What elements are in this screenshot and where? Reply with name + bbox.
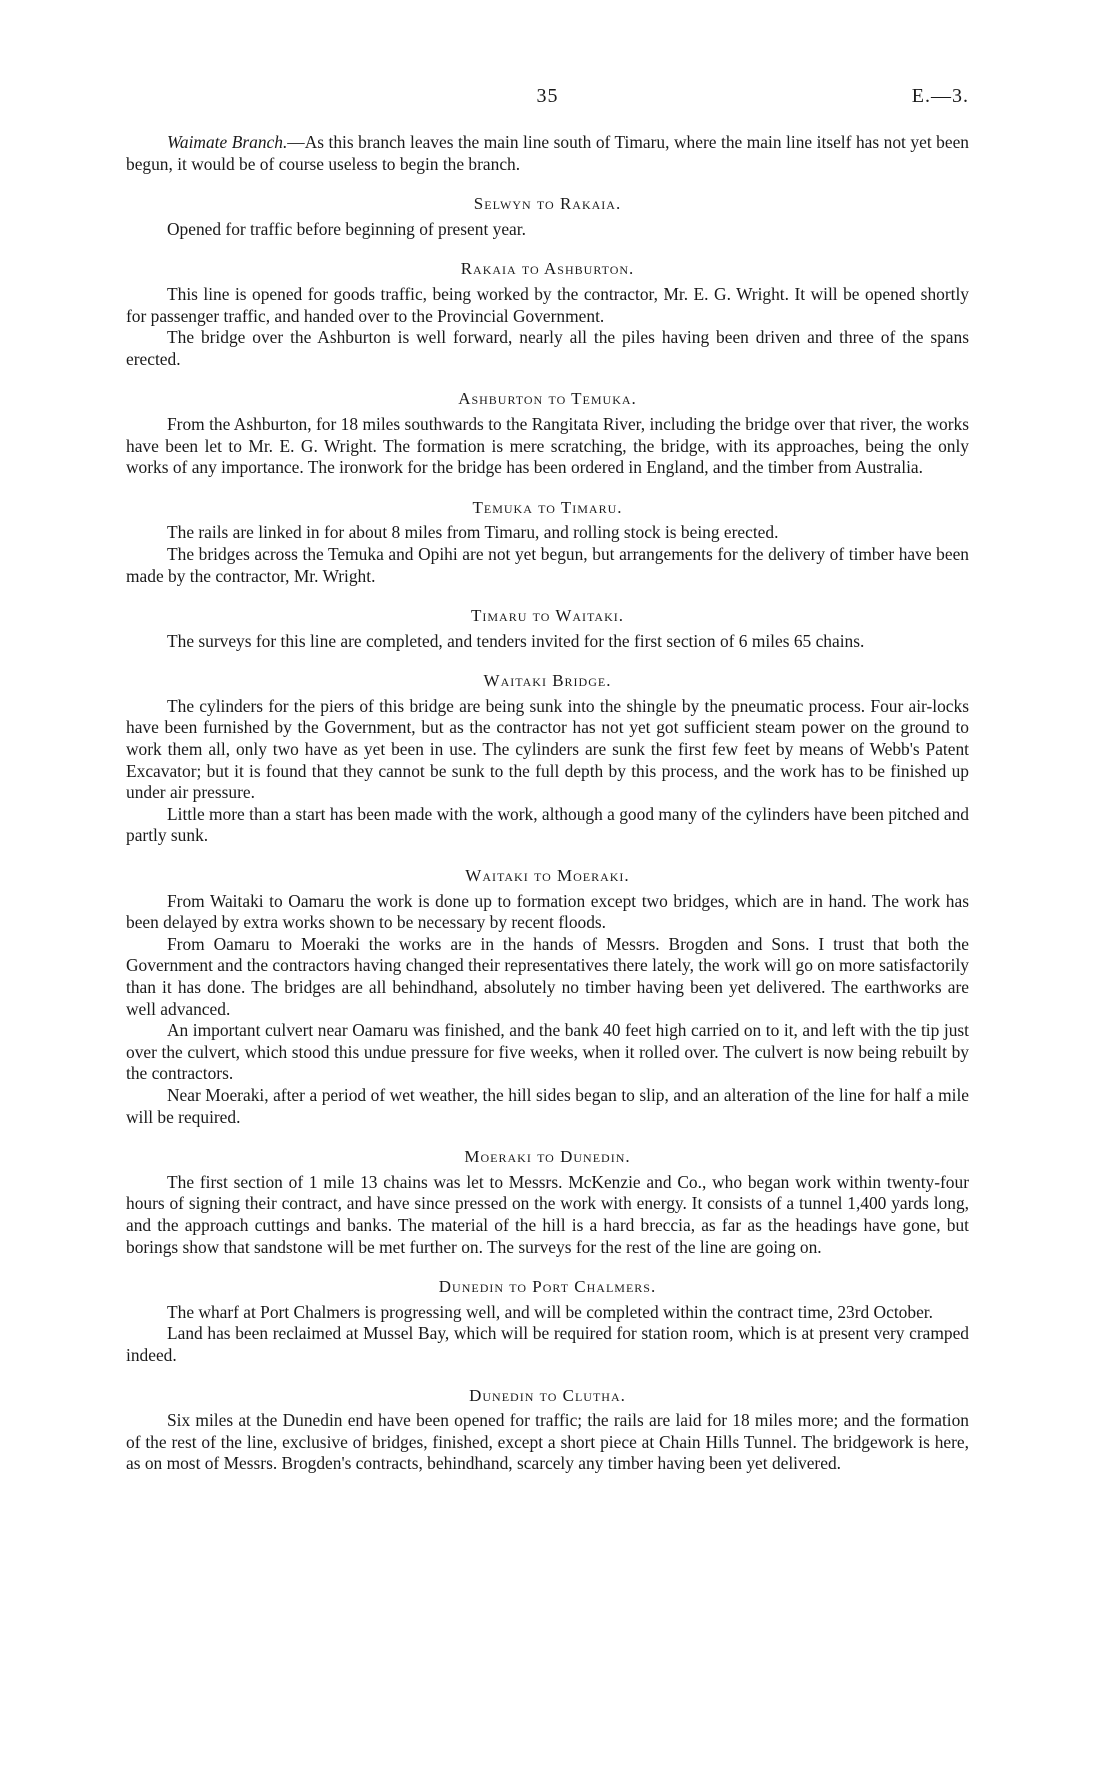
section-heading: Temuka to Timaru. bbox=[472, 497, 623, 517]
page-number: 35 bbox=[536, 85, 559, 107]
section-heading: Ashburton to Temuka. bbox=[458, 389, 637, 409]
section-heading: Moeraki to Dunedin. bbox=[464, 1147, 631, 1167]
section-paragraph: The rails are linked in for about 8 miles from Timaru, and rolling stock is being erected. bbox=[167, 522, 779, 543]
section-paragraph: Opened for traffic before beginning of present year. bbox=[167, 218, 526, 239]
section-heading: Selwyn to Rakaia. bbox=[473, 194, 622, 214]
section-paragraph: An important culvert near Oamaru was finished, and the bank 40 feet high carried on to it, and left with the tip just over the culvert, which stood this undue pressure for five weeks, when it rolled over. The culvert is now being rebuilt by the contractors. bbox=[126, 1020, 969, 1084]
section-heading: Waitaki Bridge. bbox=[483, 671, 612, 691]
section-heading: Rakaia to Ashburton. bbox=[460, 259, 635, 279]
section-heading: Timaru to Waitaki. bbox=[470, 606, 624, 626]
section bbox=[126, 670, 969, 847]
document-reference: E.—3. bbox=[911, 85, 969, 107]
section-paragraph: Six miles at the Dunedin end have been opened for traffic; the rails are laid for 18 miles more; and the formation of the rest of the line, exclusive of bridges, finished, except a short piece at Chain Hills Tunnel. The bridgework is here, as on most of Messrs. Brogden's contracts, behindhand, scarcely any timber having been yet delivered. bbox=[126, 1410, 969, 1474]
section bbox=[126, 193, 969, 240]
sections-container bbox=[126, 193, 969, 1475]
page-header bbox=[126, 86, 969, 116]
intro-paragraph bbox=[126, 132, 969, 175]
section-paragraph: The bridge over the Ashburton is well forward, nearly all the piles having been driven and three of the spans erected. bbox=[126, 327, 969, 369]
section bbox=[126, 497, 969, 587]
document-page bbox=[126, 86, 969, 1475]
section-paragraph: Land has been reclaimed at Mussel Bay, which will be required for station room, which is at present very cramped indeed. bbox=[126, 1323, 969, 1365]
section-paragraph: From the Ashburton, for 18 miles southwards to the Rangitata River, including the bridge over that river, the works have been let to Mr. E. G. Wright. The formation is mere scratching, the bridge, with its approaches, being the only works of any importance. The ironwork for the bridge has been ordered in England, and the timber from Australia. bbox=[126, 413, 969, 478]
section-paragraph: The bridges across the Temuka and Opihi are not yet begun, but arrangements for the delivery of timber have been made by the contractor, Mr. Wright. bbox=[126, 543, 969, 586]
section bbox=[126, 258, 969, 370]
section bbox=[126, 605, 969, 652]
section bbox=[126, 1276, 969, 1366]
section-paragraph: Little more than a start has been made with the work, although a good many of the cylinders have been pitched and partly sunk. bbox=[126, 803, 969, 846]
section-paragraph: The first section of 1 mile 13 chains was let to Messrs. McKenzie and Co., who began work within twenty-four hours of signing their contract, and have since pressed on the work with energy. It consists of a tunnel 1,400 yards long, and the approach cuttings and banks. The material of the hill is a hard breccia, as far as the headings have gone, but borings show that sandstone will be met further on. The surveys for the rest of the line are going on. bbox=[126, 1171, 969, 1257]
intro-lead-term: Waimate Branch. bbox=[167, 132, 288, 152]
section-heading: Waitaki to Moeraki. bbox=[465, 866, 630, 886]
section bbox=[126, 865, 969, 1128]
section-paragraph: From Oamaru to Moeraki the works are in the hands of Messrs. Brogden and Sons. I trust that both the Government and the contractors having changed their representatives there lately, the work will go on more satisfactorily than it has done. The bridges are all behindhand, absolutely no timber having been yet delivered. The earthworks are well advanced. bbox=[126, 933, 969, 1019]
section bbox=[126, 1385, 969, 1475]
section-paragraph: Near Moeraki, after a period of wet weather, the hill sides began to slip, and an alteration of the line for half a mile will be required. bbox=[126, 1084, 969, 1127]
section bbox=[126, 1146, 969, 1258]
section-paragraph: This line is opened for goods traffic, being worked by the contractor, Mr. E. G. Wright. It will be opened shortly for passenger traffic, and handed over to the Provincial Government. bbox=[126, 283, 969, 326]
section-heading: Dunedin to Clutha. bbox=[469, 1385, 626, 1405]
section-paragraph: The wharf at Port Chalmers is progressing well, and will be completed within the contract time, 23rd October. bbox=[167, 1301, 933, 1322]
section bbox=[126, 388, 969, 478]
section-paragraph: The surveys for this line are completed, and tenders invited for the first section of 6 miles 65 chains. bbox=[167, 630, 865, 651]
section-paragraph: The cylinders for the piers of this bridge are being sunk into the shingle by the pneumatic process. Four air-locks have been furnished by the Government, but as the contractor has not yet got sufficient steam power on the ground to work them all, only two have as yet been in use. The cylinders are sunk the first few feet by means of Webb's Patent Excavator; but it is found that they cannot be sunk to the full depth by this process, and the work has to be finished up under air pressure. bbox=[126, 695, 969, 803]
intro-text: —As this branch leaves the main line south of Timaru, where the main line itself has not yet been begun, it would be of course useless to begin the branch. bbox=[126, 132, 969, 174]
section-paragraph: From Waitaki to Oamaru the work is done up to formation except two bridges, which are in hand. The work has been delayed by extra works shown to be necessary by recent floods. bbox=[126, 890, 969, 933]
section-heading: Dunedin to Port Chalmers. bbox=[438, 1277, 657, 1297]
